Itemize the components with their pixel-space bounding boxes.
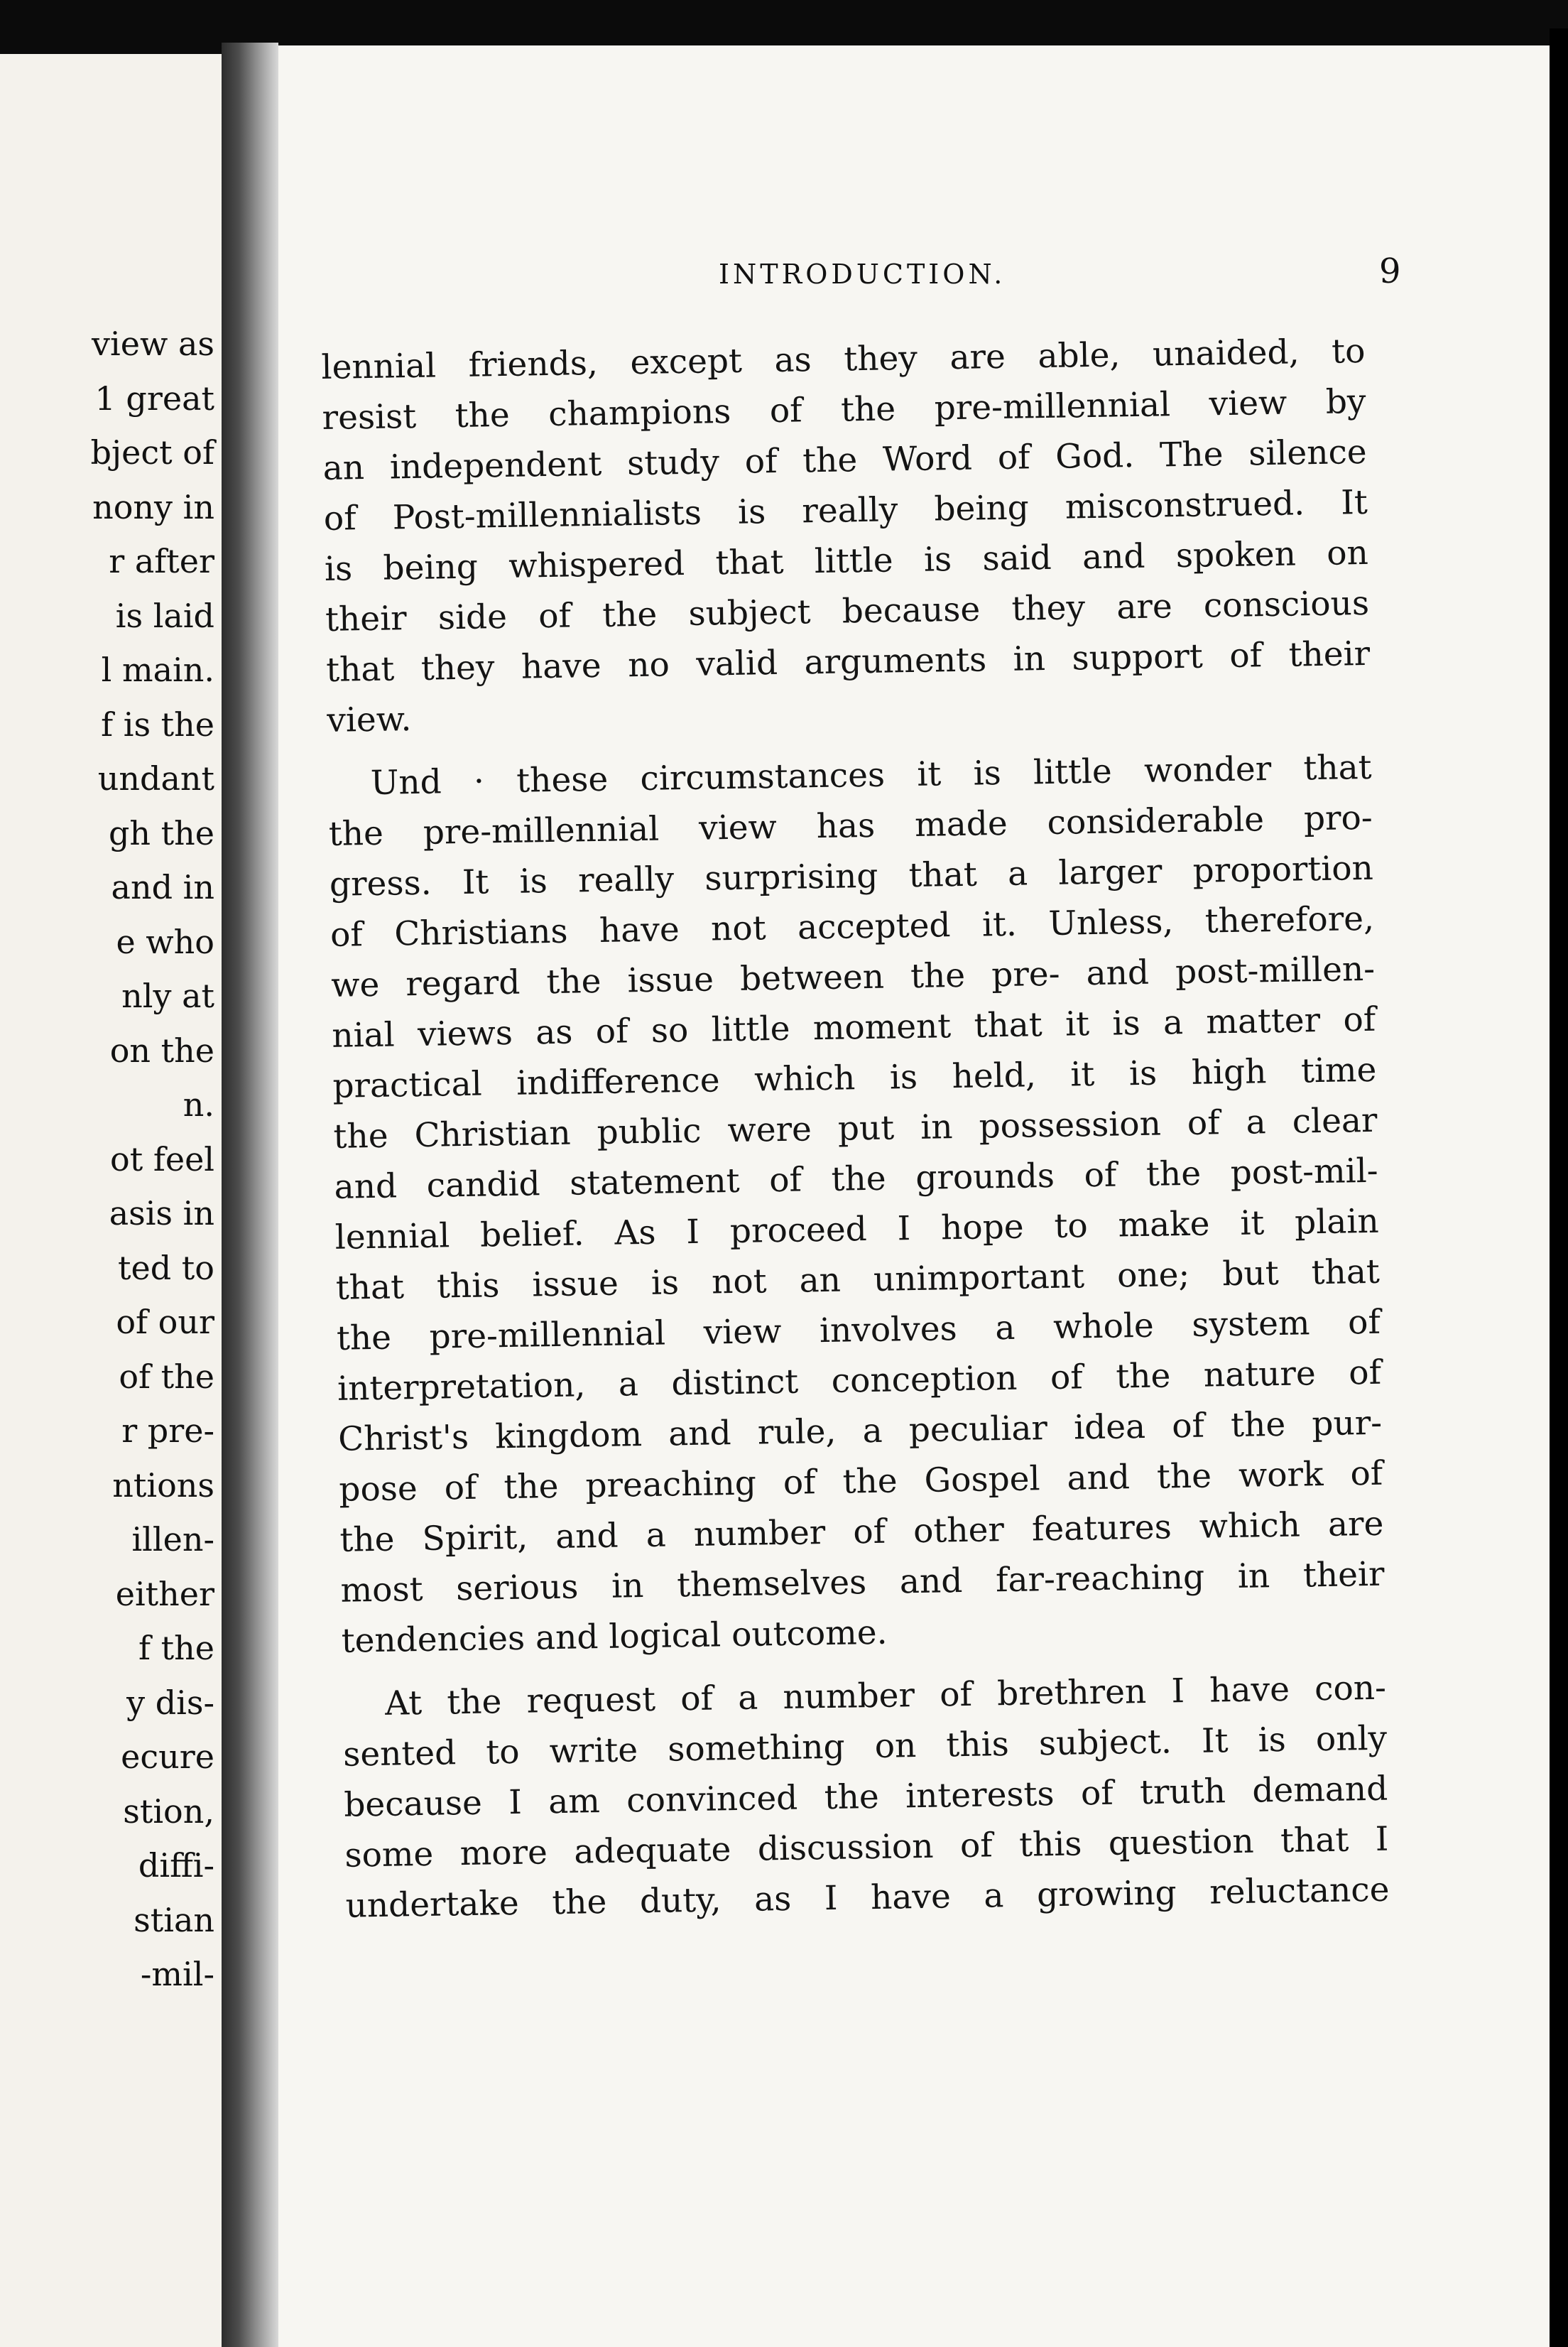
text-line: practical indifference which is held, it is high time <box>332 1050 1377 1106</box>
text-line: of Christians have not accepted it. Unless, therefore, <box>330 899 1375 955</box>
left-line: bject of <box>90 433 214 472</box>
left-line: is laid <box>115 596 214 635</box>
left-line: asis in <box>109 1194 214 1232</box>
text-line: the pre-millennial view has made considerable pro- <box>328 798 1373 854</box>
text-line: resist the champions of the pre-millennial view by <box>322 381 1366 438</box>
left-line: ntions <box>112 1465 214 1505</box>
left-line: r after <box>109 542 214 580</box>
text-line: nial views as of so little moment that it is a matter of <box>331 999 1376 1056</box>
left-line: on the <box>109 1031 214 1070</box>
paragraph-3 <box>342 1663 1390 1931</box>
text-line: an independent study of the Word of God. The silence <box>322 432 1368 488</box>
text-line: we regard the issue between the pre- and post-millen- <box>330 949 1376 1005</box>
paragraph-2 <box>327 742 1385 1666</box>
text-line: Christ's kingdom and rule, a peculiar idea of the pur- <box>337 1403 1383 1459</box>
text-line: sented to write something on this subject. It is only <box>342 1718 1388 1774</box>
text-line: the pre-millennial view involves a whole system of <box>336 1302 1381 1358</box>
left-line: either <box>115 1574 214 1613</box>
text-line: lennial friends, except as they are able, unaided, to <box>321 331 1366 387</box>
text-line: and candid statement of the grounds of the post-mil- <box>334 1151 1378 1207</box>
left-line: diffi- <box>138 1846 214 1885</box>
text-line: the Spirit, and a number of other features which are <box>339 1504 1384 1560</box>
text-line: their side of the subject because they are conscious <box>325 583 1370 639</box>
left-line: e who <box>116 922 214 961</box>
text-line: gress. It is really surprising that a larger proportion <box>329 848 1374 904</box>
text-line: tendencies and logical outcome. <box>341 1612 888 1661</box>
text-line: At the request of a number of brethren I have con- <box>384 1668 1387 1723</box>
left-line: ecure <box>121 1738 214 1776</box>
text-line: undertake the duty, as I have a growing reluctance <box>345 1870 1390 1926</box>
text-line: that this issue is not an unimportant one; but that <box>335 1252 1381 1308</box>
left-line: nly at <box>121 977 214 1015</box>
text-line: view. <box>326 700 412 740</box>
text-line: that they have no valid arguments in support of their <box>325 634 1371 690</box>
right-page <box>278 45 1550 2347</box>
left-line: l main. <box>101 651 214 689</box>
left-page-text <box>90 317 214 2002</box>
text-line: lennial belief. As I proceed I hope to make it plain <box>334 1201 1380 1257</box>
running-head: INTRODUCTION. <box>719 259 1006 290</box>
left-line: ted to <box>118 1248 214 1287</box>
left-line: ot feel <box>110 1139 214 1178</box>
paragraph-1 <box>321 326 1371 746</box>
text-line: some more adequate discussion of this question that I <box>344 1819 1389 1875</box>
left-page-edge <box>0 54 222 2347</box>
left-line: n. <box>183 1085 214 1124</box>
left-line: gh the <box>108 813 214 852</box>
left-line: illen- <box>131 1520 214 1559</box>
left-line: stian <box>134 1900 214 1939</box>
left-line: f is the <box>101 705 214 744</box>
left-line: r pre- <box>121 1411 214 1450</box>
text-line: pose of the preaching of the Gospel and the work of <box>338 1453 1383 1509</box>
left-line: y dis- <box>126 1683 214 1722</box>
text-line: most serious in themselves and far-reaching in their <box>340 1554 1385 1610</box>
left-line: of the <box>119 1357 214 1396</box>
left-line: f the <box>138 1629 214 1667</box>
book-gutter-shadow <box>222 43 278 2347</box>
left-line: 1 great <box>94 379 214 418</box>
text-line: because I am convinced the interests of truth demand <box>343 1769 1388 1825</box>
body-text <box>321 326 1390 1931</box>
left-line: undant <box>97 759 214 798</box>
text-line: the Christian public were put in possession of a clear <box>333 1100 1378 1156</box>
right-scan-edge <box>1550 28 1568 2347</box>
left-line: nony in <box>92 487 214 526</box>
left-line: view as <box>92 325 214 363</box>
text-line: is being whispered that little is said and spoken on <box>324 533 1369 589</box>
text-line: interpretation, a distinct conception of the nature of <box>337 1353 1382 1409</box>
left-line: of our <box>116 1303 214 1341</box>
left-line: and in <box>111 868 214 906</box>
page-number: 9 <box>1379 251 1401 291</box>
text-line: of Post-millennialists is really being misconstrued. It <box>323 482 1368 538</box>
left-line: stion, <box>123 1792 214 1831</box>
text-line: Und · these circumstances it is little wonder that <box>370 747 1373 803</box>
left-line: -mil- <box>140 1955 214 1993</box>
